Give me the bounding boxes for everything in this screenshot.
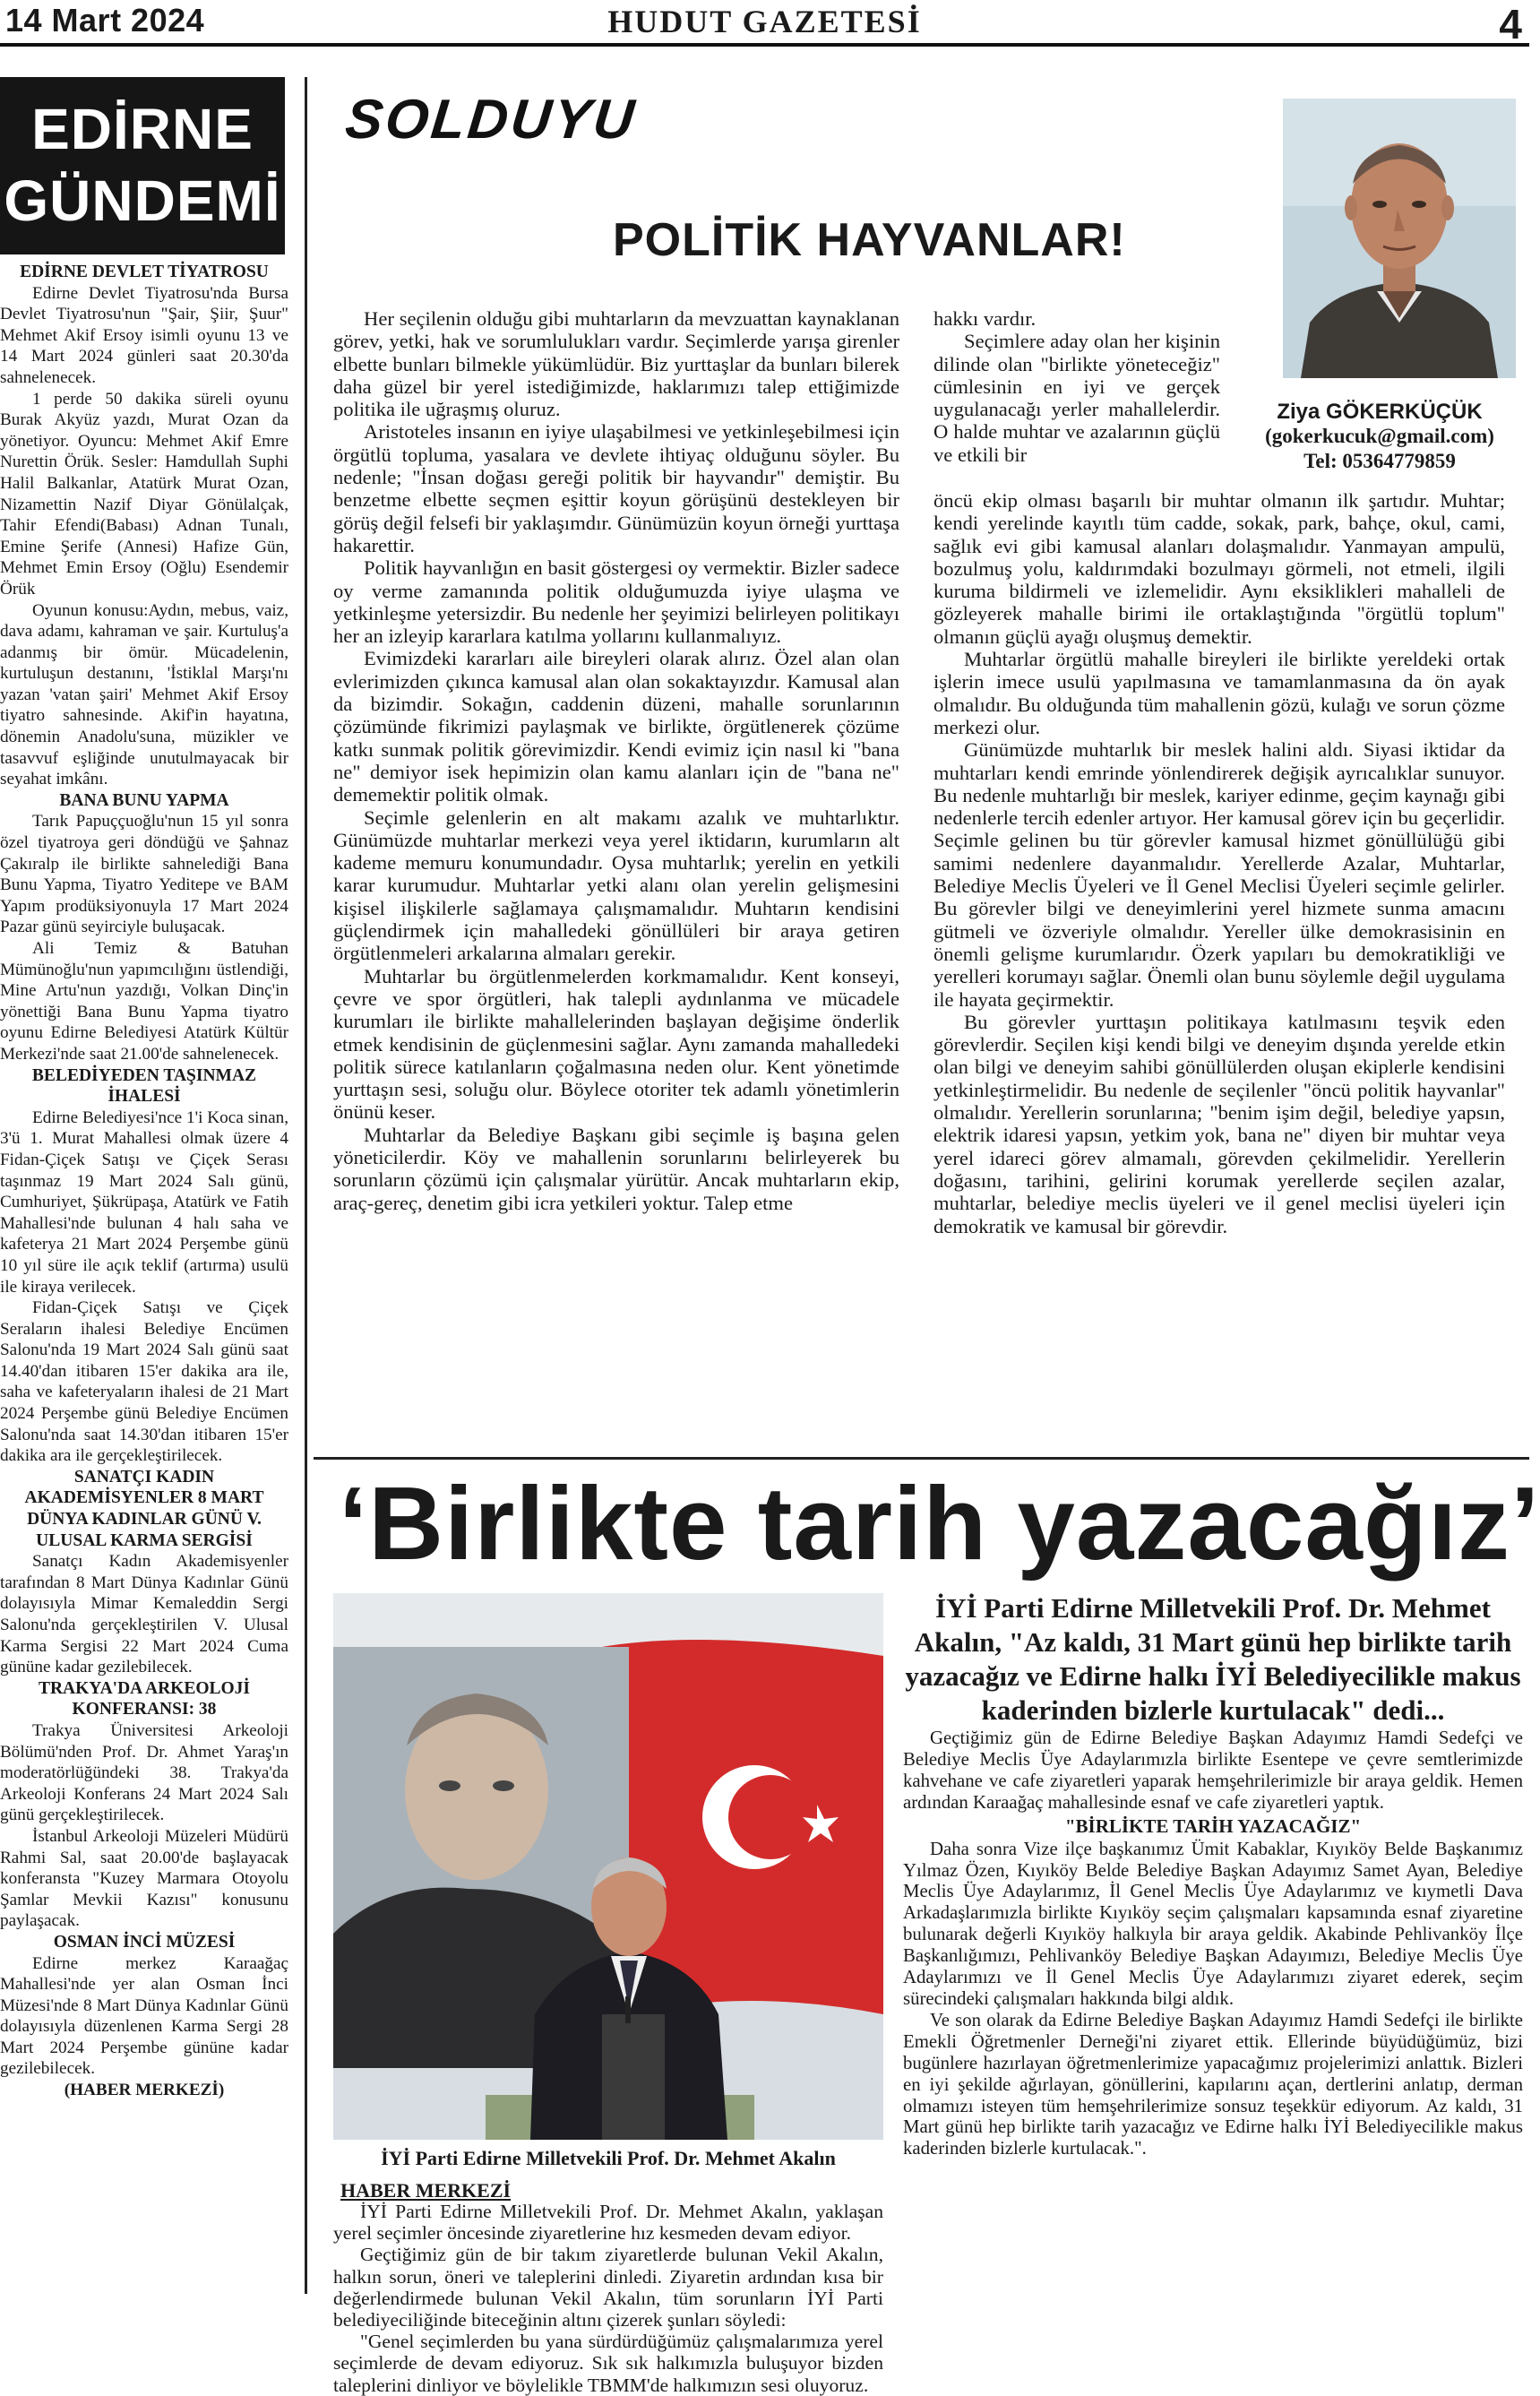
masthead (0, 0, 1529, 47)
agenda-paragraph: Ali Temiz & Batuhan Mümünoğlu'nun yapımcılığını üstlendiği, Mine Artu'nun yazdığı, Volkan Dinç'in yönettiği Bana Bunu Yapma tiyatro oyunu Edirne Belediyesi Atatürk Kültür Merkezi'nde saat 21.00'de sahnelenecek. (0, 939, 288, 1064)
story-deck: İYİ Parti Edirne Milletvekili Prof. Dr. Mehmet Akalın, "Az kaldı, 31 Mart günü hep birlikte tarih yazacağız ve Edirne halkı İYİ Belediyecilikle makus kaderinden bizlerle kurtulacak" dedi... (905, 1592, 1521, 1726)
story-paragraph: Ve son olarak da Edirne Belediye Başkan Adayımız Hamdi Sedefçi ile birlikte Emekli Öğretmenler Derneği'ni ziyaret ettik. Ellerinde büyüdüğümüz, bizi bugünlere hazırlayan öğretmenlerimize yapacağımız projelerimizi anlattık. Bizleri en iyi şekilde ağırlayan, gönüllerini, kapılarını açan, dertlerini anlatıp, derman olmamızı isteyen tüm hemşehrilerimize sonsuz teşekkür ediyorum. Az kaldı, 31 Mart günü hep birlikte tarih yazacağız ve Edirne halkı İYİ Belediyecilikle makus kaderinden bizlerle kurtulacak.". (903, 2009, 1523, 2159)
story-paragraph: "Genel seçimlerden bu yana sürdürdüğümüz çalışmalarımıza yerel seçimlerde de devam ediyoruz. Sık sık halkımızla buluşuyor bizden taleplerini dinliyor ve böylelikle TBMM'de halkımızın sesi oluyoruz. (333, 2331, 883, 2396)
story-paragraph: Geçtiğimiz gün de Edirne Belediye Başkan Adayımız Hamdi Sedefçi ve Belediye Meclis Üye Adaylarımızla birlikte Esentepe ve çevre semtlerimizde kahvehane ve cafe ziyaretleri yaparak hemşehrilerimizle bir araya geldik. Hemen ardından Karaağaç mahallesinde esnaf ve cafe ziyaretleri yaptık. (903, 1728, 1523, 1813)
column-title: POLİTİK HAYVANLAR! (613, 214, 1126, 266)
author-phone: Tel: 05364779859 (1303, 450, 1456, 472)
agenda-paragraph: Sanatçı Kadın Akademisyenler tarafından 8 Mart Dünya Kadınlar Günü dolayısıyla Mimar Kemaleddin Sergi Salonu'nda gerçekleştirilen V. Ulusal Karma Sergisi 22 Mart 2024 Cuma gününe kadar gezilebilecek. (0, 1552, 288, 1677)
agenda-heading: BANA BUNU YAPMA (59, 790, 229, 810)
column-text-right (933, 489, 1505, 1237)
section-divider (314, 1457, 1529, 1460)
column-paragraph: Bu görevler yurttaşın politikaya katılmasını teşvik eden görevlerdir. Seçilen kişi kendi bilgi ve deneyim dışında yerelde etkin olan bilgi ve deneyim sahibi gönüllülerden oluşan ekiplerle kendisini yetkinleştirmelidir. Bu nedenle de seçilenler "öncü politik hayvanlar" olmalıdır. Yerellerin sorunlarına; "benim işim değil, belediye yapsın, elektrik idaresi yapsın, yetkim yok, bana ne" diyen bir muhtar veya yerel idareci görev almamalı, görevden çekilmelidir. Yerellerin doğasını, tarihini, gelirini korumak yerellerde seçilen azalar, muhtarlar, belediye meclis üyeleri ve il genel meclisi üyeleri için demokratik ve kamusal bir görevdir. (933, 1010, 1505, 1237)
story-subheading: "BİRLİKTE TARİH YAZACAĞIZ" (1064, 1814, 1362, 1837)
column-kicker: SOLDUYU (342, 89, 640, 151)
agenda-paragraph: Tarık Papuççuoğlu'nun 15 yıl sonra özel tiyatroya geri döndüğü ve Şahnaz Çakıralp ile birlikte sahnelediği Bana Bunu Yapma, Tiyatro Yeditepe ve BAM Yapım prodüksiyonuyla 17 Mart 2024 Pazar günü seyirciyle buluşacak. (0, 812, 288, 937)
agenda-heading: TRAKYA'DA ARKEOLOJİ KONFERANSI: 38 (38, 1678, 251, 1719)
agenda-paragraph: Edirne Devlet Tiyatrosu'nda Bursa Devlet Tiyatrosu'nun "Şair, Şiir, Şuur" Mehmet Akif Ersoy isimli oyunu 13 ve 14 Mart 2024 günleri saat 20.30'da sahnelenecek. (0, 283, 288, 387)
agenda-paragraph: İstanbul Arkeoloji Müzeleri Müdürü Rahmi Sal, saat 20.00'de başlayacak konferansta "Kuzey Marmara Otoyolu Şamlar Mevkii Kazısı" konusunu paylaşacak. (0, 1826, 288, 1931)
agenda-list (0, 262, 288, 2101)
section-title-line-1: EDİRNE (31, 97, 254, 161)
column-text-right-top (933, 307, 1220, 466)
agenda-signature: (HABER MERKEZİ) (64, 2081, 225, 2100)
column-paragraph: Muhtarlar bu örgütlenmelerden korkmamalıdır. Kent konseyi, çevre ve spor örgütleri, hak talepli aydınlanma ve mücadele kurumları ile birlikte mahallelerinden başlayan değişime önderlik etmek kendisinin de güçlenmesini sağlar. Aynı zamanda mahalledeki politik sürece katılanların çoğalmasına neden olur. Kent yönetimde yurttaşın sesi, soluğu olur. Böylece otoriter tek adamlı yönetimlerin önünü keser. (333, 964, 899, 1124)
story-text-right (903, 1728, 1523, 2159)
speaker-photo-image (333, 1593, 883, 2140)
column-paragraph: öncü ekip olması başarılı bir muhtar olmanın ilk şartıdır. Muhtar; kendi yerelinde kayıtlı tüm cadde, sokak, park, bahçe, okul, cami, sağlık evi gibi kamusal alanları dolaşmalıdır. Yanmayan ampulü, bozulmuş yolu, kaldırımdaki bozulmayı görmeli, not etmeli, ilgili kuruma bildirmeli ve izlemelidir. Aynı eksiklikleri mahalleli de gözleyerek mahalle birimi ile ortaklaştığında "örgütlü toplum" olmanın güçlü ayağı oluşmuş demektir. (933, 489, 1505, 648)
column-paragraph: Muhtarlar da Belediye Başkanı gibi seçimle iş başına gelen yöneticilerdir. Köy ve mahallenin sorunlarını belirleyerek bu sorunların çözümü için çalışmalar yürütür. Ancak muhtarların ekip, araç-gereç, denetim gibi icra yetkileri yoktur. Talep etme (333, 1123, 899, 1214)
section-title-line-2: GÜNDEMİ (4, 168, 281, 233)
page-number: 4 (1499, 1, 1522, 47)
story-headline: ‘Birlikte tarih yazacağız’ (339, 1465, 1540, 1582)
story-paragraph: İYİ Parti Edirne Milletvekili Prof. Dr. Mehmet Akalın, yaklaşan yerel seçimler öncesinde ziyaretlerine hız kesmeden devam ediyor. (333, 2201, 883, 2245)
agenda-paragraph: Fidan-Çiçek Satışı ve Çiçek Seraların ihalesi Belediye Encümen Salonu'nda 19 Mart 2024 Salı günü saat 14.40'dan itibaren 15'er dakika ara ile, saha ve kafeteryaların ihalesi de 21 Mart 2024 Perşembe günü Belediye Encümen Salonu'nda saat 14.30'dan itibaren 15'er dakika ara ile gerçekleştirilecek. (0, 1298, 288, 1466)
agenda-heading: OSMAN İNCİ MÜZESİ (53, 1932, 236, 1952)
column-paragraph: Politik hayvanlığın en basit göstergesi oy vermektir. Bizler sadece oy verme zamanında politik olduğumuzda iyiye ulaşma ve yetkinleşme yetersizdir. Bu nedenle her şeyimizi belirleyen politikayı her an izleyip kararlara katılma yollarını kullanmalıyız. (333, 556, 899, 648)
column-paragraph: Seçimle gelenlerin en alt makamı azalık ve muhtarlıktır. Günümüzde muhtarlar merkezi veya yerel iktidarın, kurumların alt kademe memuru konumundadır. Oysa muhtarlık; yerelin en yetkili karar kurumudur. Muhtarlar yetki alanı olan yerelin gelişmesini kişisel ilişkilerle sağlamaya çalışmamalıdır. Muhtarın kendisini güçlendirmek için mahalledeki gönüllüleri bir araya getiren örgütlenmeleri arkalarına almaları gerekir. (333, 806, 899, 965)
section-title-box (0, 77, 285, 254)
author-name: Ziya GÖKERKÜÇÜK (1277, 400, 1483, 424)
story-photo (333, 1593, 883, 2140)
story-paragraph: Daha sonra Vize ilçe başkanımız Ümit Kabaklar, Kıyıköy Belde Başkanımız Yılmaz Özen, Kıyıköy Belde Belediye Başkan Adayımız Samet Ayan, Belediye Meclis Üye Adaylarımız, İl Genel Meclis Üye Adaylarımız ve kıymetli Dava Arkadaşlarımızla birlikte Kıyıköy seçim çalışmaları kapsamında esnaf ziyaretine bulunarak değerli Kıyıköy halkıyla bir araya geldik. Akabinde Pehlivanköy İlçe Başkanlığımızı, Pehlivanköy Belediye Başkan Adayımızı, Belediye Meclis Üye Adaylarımızı ve İl Genel Meclis Üye Adaylarımızı ziyaret ederek, seçim sürecindeki çalışmaları hakkında bilgi aldık. (903, 1838, 1523, 2009)
photo-caption: İYİ Parti Edirne Milletvekili Prof. Dr. Mehmet Akalın (381, 2147, 836, 2169)
column-text-left (333, 307, 899, 1214)
author-portrait-image (1283, 99, 1516, 378)
column-paragraph: Günümüzde muhtarlık bir meslek halini aldı. Siyasi iktidar da muhtarları kendi emrinde yönlendirerek değişik ayrıcalıklar sunuyor. Bu nedenle muhtarlığı bir meslek, kariyer edinme, geçim kaynağı gibi nedenlerle tercih edenler artıyor. Her kamusal görev için bu geçerlidir. Seçimle gelinen bu tür görevler kamusal hizmet gönüllülüğü gibi samimi nedenlere dayanmalıdır. Yerellerde Azalar, Muhtarlar, Belediye Meclis Üyeleri ve İl Genel Meclisi Üyeleri seçimle gelirler. Bu görevler bilgi ve deneyimlerini yerel hizmete sunma amacını gütmeli ve özveriyle olmalıdır. Yereller ülke demokrasisinin en önemli gelişme kurumlarıdır. Özerk yapıları bu demokratikliği ve yerelleri korumayı sağlar. Önemli olan bunu söylemle değil uygulama ile hayata geçirmektir. (933, 738, 1505, 1011)
issue-date: 14 Mart 2024 (5, 2, 205, 39)
story-text-left (333, 2201, 883, 2396)
column-paragraph: Aristoteles insanın en iyiye ulaşabilmesi ve yetkinleşebilmesi için örgütlü topluma, yasalara ve devlete ihtiyaç olduğunu söyler. Bu nedenle; "İnsan doğası gereği politik bir hayvandır" demiştir. Bu benzetme elbette seçmen eşittir koyun görüşünü destekleyen bir görüş değil felsefi bir yaklaşımdır. Günümüzün koyun örneği yurttaşa hakarettir. (333, 420, 899, 556)
agenda-heading: EDİRNE DEVLET TİYATROSU (20, 263, 269, 281)
edirne-gundemi-column (0, 72, 288, 2294)
agenda-heading: BELEDİYEDEN TAŞINMAZ İHALESİ (31, 1065, 257, 1107)
column-paragraph: Evimizdeki kararları aile bireyleri olarak alırız. Özel alan olan evlerimizden çıkınca kamusal alan olan sokaktayızdır. Kamusal alan da bizimdir. Sokağın, caddenin düzeni, mahalle sorunlarının çözümünde fikrimizi paylaşmak ve birlikte, örgütlenerek çözüme katkı sunmak politik görevimizdir. Kendi evimiz için nasıl ki "bana ne" demiyor isek hepimizin olan kamu alanları için de "bana ne" dememektir politik olmak. (333, 647, 899, 806)
column-paragraph: hakkı vardır. (933, 307, 1037, 330)
column-paragraph: Muhtarlar örgütlü mahalle bireyleri ile birlikte yereldeki ortak işlerin imece usulü yapılmasına ve tamamlanmasına da ön ayak olmalıdır. Bu olduğunda tüm mahallenin gözü, kulağı ve sorun çözme merkezi olur. (933, 648, 1505, 738)
column-paragraph: Seçimlere aday olan her kişinin dilinde olan "birlikte yöneteceğiz" cümlesinin en iyi ve gerçek uygulanacağı yerler mahallelerdir. O halde muhtar ve azalarının güçlü ve etkili bir (933, 330, 1220, 466)
agenda-paragraph: Edirne Belediyesi'nce 1'i Koca sinan, 3'ü 1. Murat Mahallesi olmak üzere 4 Fidan-Çiçek Satışı ve Çiçek Serası taşınmaz 19 Mart 2024 Salı günü, Cumhuriyet, Şükrüpaşa, Atatürk ve Fatih Mahallesi'nde bulunan 4 halı saha ve kafeterya 21 Mart 2024 Perşembe günü 10 yıl süre ile açık teklif (artırma) usulü ile kiraya verilecek. (0, 1108, 288, 1297)
author-photo (1283, 99, 1516, 378)
story-byline: HABER MERKEZİ (340, 2179, 512, 2202)
agenda-paragraph: 1 perde 50 dakika süreli oyunu Burak Akyüz yazdı, Murat Ozan da yönetiyor. Oyuncu: Mehmet Akif Emre Nurettin Örük. Sesler: Hamdullah Suphi Halil Balkanlar, Atatürk Murat Ozan, Nizamettin Nazif Diyar Gönülalçak, Tahir Efendi(Babası) Adnan Tunalı, Emine Şerife (Annesi) Hafize Gün, Mehmet Emin Ersoy (Oğlu) Esendemir Örük (0, 389, 288, 599)
agenda-heading: SANATÇI KADIN AKADEMİSYENLER 8 MART DÜNYA KADINLAR GÜNÜ V. ULUSAL KARMA SERGİSİ (24, 1467, 264, 1550)
agenda-paragraph: Oyunun konusu:Aydın, mebus, vaiz, dava adamı, kahraman ve şair. Kurtuluş'a adanmış bir ömür. Mücadelenin, kurtuluşun destanını, 'İstiklal Marşı'nı yazan 'vatan şairi' Mehmet Akif Ersoy tiyatro sahnesinde. Akif'in hayatına, dönemin Anadolu'suna, müzikler ve tasavvuf eşliğinde unutulmayacak bir seyahat imkânı. (0, 600, 288, 789)
agenda-paragraph: Trakya Üniversitesi Arkeoloji Bölümü'nden Prof. Dr. Ahmet Yaraş'ın moderatörlüğündeki 38. Trakya'da Arkeoloji Konferans 24 Mart 2024 Salı günü gerçekleştirilecek. (0, 1720, 288, 1825)
agenda-paragraph: Edirne merkez Karaağaç Mahallesi'nde yer alan Osman İnci Müzesi'nde 8 Mart Dünya Kadınlar Günü dolayısıyla düzenlenen Karma Sergi 28 Mart 2024 Perşembe gününe kadar gezilebilecek. (0, 1953, 288, 2079)
author-email: (gokerkucuk@gmail.com) (1265, 425, 1494, 447)
newspaper-name: HUDUT GAZETESİ (607, 4, 922, 39)
story-paragraph: Geçtiğimiz gün de bir takım ziyaretlerde bulunan Vekil Akalın, halkın sorun, öneri ve taleplerini dinledi. Ziyaretin ardından kısa bir değerlendirmede bulunan Vekil Akalın, tüm sorunların İYİ Parti belediyeciliğinde biteceğinin altını çizerek şunları söyledi: (333, 2244, 883, 2331)
column-divider (305, 77, 307, 2294)
column-paragraph: Her seçilenin olduğu gibi muhtarların da mevzuattan kaynaklanan görev, yetki, hak ve sorumlulukları vardır. Seçimlerde yarışa girenler elbette bunları bilmekle yükümlüdür. Biz yurttaşlar da bunları bilerek daha güzel bir yerel istediğimizde, haklarımızı talep ettiğimizde politika ile uğraşmış oluruz. (333, 307, 899, 421)
